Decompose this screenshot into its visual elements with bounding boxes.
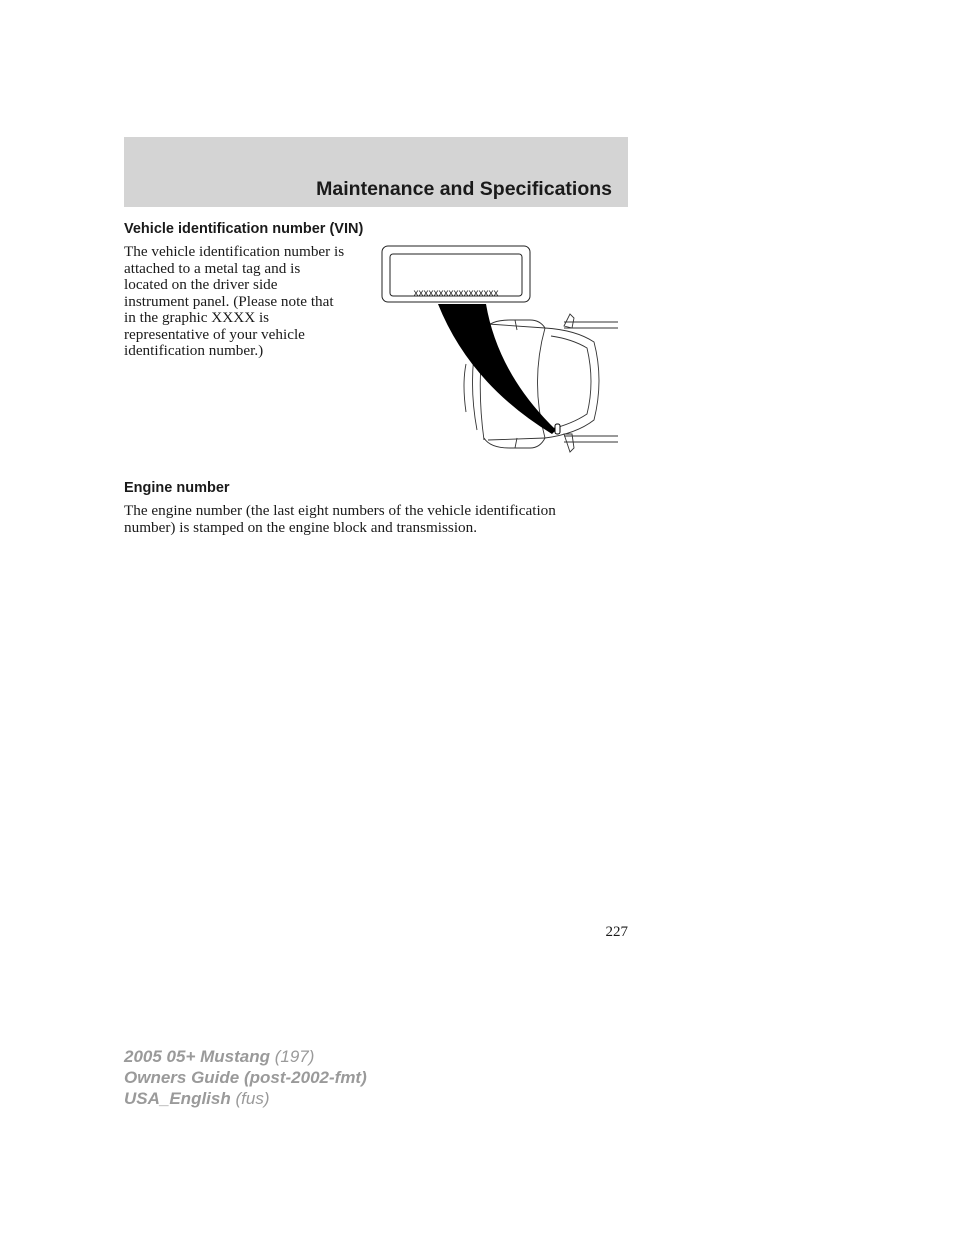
vin-tag-text: xxxxxxxxxxxxxxxxx (413, 288, 499, 299)
footer-language-code: (fus) (235, 1089, 270, 1108)
vin-paragraph (124, 244, 344, 360)
section-title: Maintenance and Specifications (316, 178, 612, 200)
footer-model: 2005 05+ Mustang (124, 1047, 270, 1066)
vin-line: attached to a metal tag and is (124, 259, 301, 277)
engine-line: The engine number (the last eight numbers of the vehicle identification (124, 502, 556, 519)
document-footer (124, 1046, 367, 1109)
vin-heading: Vehicle identification number (VIN) (124, 221, 364, 237)
vin-line: representative of your vehicle (124, 325, 305, 343)
page-number: 227 (605, 924, 628, 940)
vin-line: instrument panel. (Please note that (124, 292, 334, 310)
engine-heading: Engine number (124, 480, 230, 496)
footer-line-3 (124, 1088, 367, 1109)
vin-line: located on the driver side (124, 276, 278, 293)
vin-line: identification number.) (124, 342, 264, 359)
footer-model-code: (197) (274, 1047, 315, 1066)
footer-line-2 (124, 1067, 367, 1088)
vin-line: The vehicle identification number is (124, 243, 345, 260)
section-header-band (124, 137, 628, 207)
footer-guide: Owners Guide (post-2002-fmt) (124, 1068, 367, 1087)
engine-paragraph (124, 503, 556, 536)
engine-line: number) is stamped on the engine block and transmission. (124, 518, 478, 536)
footer-language: USA_English (124, 1089, 231, 1108)
footer-line-1 (124, 1046, 367, 1067)
vin-plate-marker (555, 424, 560, 434)
vin-line: in the graphic XXXX is (124, 309, 270, 326)
vin-location-illustration (380, 244, 622, 462)
